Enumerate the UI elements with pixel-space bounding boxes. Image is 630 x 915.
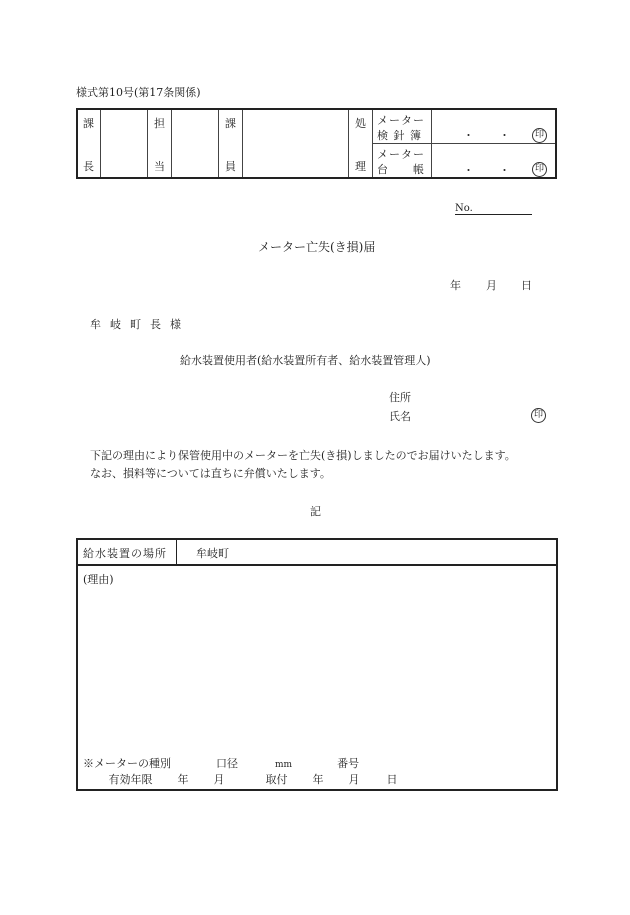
water-supply-location-value[interactable]: 牟岐町 xyxy=(196,547,229,560)
validity-month-label: 月 xyxy=(213,773,225,786)
body-text-line-1: 下記の理由により保管使用中のメーターを亡失(き損)しましたのでお届けいたします。 xyxy=(90,449,516,462)
validity-label: 有効年限 xyxy=(108,773,153,786)
meter-reading-book-label-1: メーター xyxy=(377,114,425,127)
meter-type-label: ※メーターの種別 xyxy=(83,757,171,770)
divider xyxy=(147,110,148,177)
divider xyxy=(176,540,177,564)
address-label: 住所 xyxy=(389,391,411,404)
reason-label: (理由) xyxy=(83,573,114,586)
body-text-line-2: なお、損料等については直ちに弁償いたします。 xyxy=(90,467,331,480)
installed-year-label: 年 xyxy=(312,773,324,786)
document-number-label: No. xyxy=(455,203,473,214)
meter-ledger-label-2: 台 帳 xyxy=(377,163,425,176)
page-title: メーター亡失(き損)届 xyxy=(258,240,376,254)
person-in-charge-label-top: 担 xyxy=(154,117,165,130)
divider xyxy=(348,110,349,177)
applicant-heading: 給水装置使用者(給水装置所有者、給水装置管理人) xyxy=(180,354,431,367)
section-chief-label-top: 課 xyxy=(83,117,94,130)
validity-year-label: 年 xyxy=(177,773,189,786)
details-box xyxy=(76,538,558,791)
processing-label-top: 処 xyxy=(355,117,366,130)
date-dot: ・ xyxy=(499,129,510,142)
seal-icon: 印 xyxy=(532,128,547,143)
divider xyxy=(100,110,101,177)
water-supply-location-label: 給水装置の場所 xyxy=(83,547,167,560)
date-dot: ・ xyxy=(499,164,510,177)
meter-ledger-label-1: メーター xyxy=(377,148,425,161)
caliber-label: 口径 xyxy=(216,757,238,770)
date-month-label: 月 xyxy=(486,279,497,292)
date-year-label: 年 xyxy=(450,279,461,292)
installed-month-label: 月 xyxy=(348,773,360,786)
seal-icon: 印 xyxy=(532,162,547,177)
divider xyxy=(242,110,243,177)
divider xyxy=(218,110,219,177)
divider xyxy=(372,143,555,144)
section-chief-label-bottom: 長 xyxy=(83,160,94,173)
notation-heading: 記 xyxy=(310,505,321,518)
divider xyxy=(78,564,556,566)
form-number-label: 様式第10号(第17条関係) xyxy=(76,86,201,99)
name-label: 氏名 xyxy=(389,410,411,423)
seal-icon: 印 xyxy=(531,408,546,423)
approval-table xyxy=(76,108,557,179)
installed-label: 取付 xyxy=(265,773,288,786)
processing-label-bottom: 理 xyxy=(355,160,366,173)
date-dot: ・ xyxy=(463,129,474,142)
date-dot: ・ xyxy=(463,164,474,177)
document-number-field[interactable] xyxy=(455,203,532,215)
caliber-unit: mm xyxy=(275,760,293,770)
meter-number-label: 番号 xyxy=(337,757,360,770)
divider xyxy=(171,110,172,177)
date-day-label: 日 xyxy=(521,279,532,292)
meter-reading-book-label-2: 検 針 簿 xyxy=(377,129,422,142)
installed-day-label: 日 xyxy=(386,773,398,786)
addressee: 牟岐町長様 xyxy=(90,318,190,331)
meter-info-line-2 xyxy=(83,771,398,787)
person-in-charge-label-bottom: 当 xyxy=(154,160,165,173)
staff-label-bottom: 員 xyxy=(225,160,236,173)
staff-label-top: 課 xyxy=(225,117,236,130)
meter-info-line-1 xyxy=(83,755,359,771)
